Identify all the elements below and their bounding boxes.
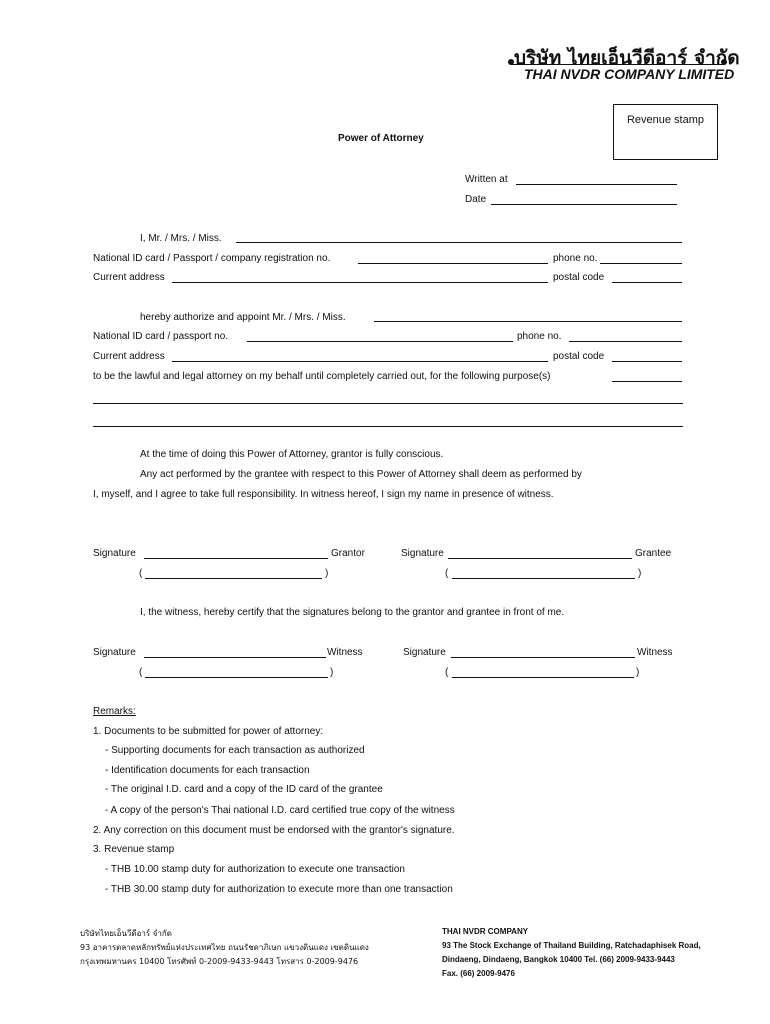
grantee-phone-field[interactable] [569, 341, 682, 342]
grantor-name-open-paren: ( [139, 568, 143, 579]
grantee-name-close-paren: ) [638, 568, 642, 579]
remark-item: 2. Any correction on this document must be endorsed with the grantor's signature. [93, 825, 455, 836]
witness1-signature-label: Signature [93, 647, 136, 658]
remark-item: - Supporting documents for each transaction as authorized [105, 745, 365, 756]
grantor-phone-field[interactable] [600, 263, 682, 264]
witness1-printed-name-field[interactable] [145, 677, 328, 678]
footer-en-fax: Fax. (66) 2009-9476 [442, 969, 515, 978]
grantor-phone-label: phone no. [553, 253, 598, 264]
grantor-postal-label: postal code [553, 272, 605, 283]
grantee-phone-label: phone no. [517, 331, 562, 342]
witness2-signature-label: Signature [403, 647, 446, 658]
remarks-heading: Remarks: [93, 706, 136, 717]
witness2-name-open-paren: ( [445, 667, 449, 678]
grantor-printed-name-field[interactable] [145, 578, 322, 579]
witness1-name-open-paren: ( [139, 667, 143, 678]
grantor-name-close-paren: ) [325, 568, 329, 579]
witness2-printed-name-field[interactable] [452, 677, 634, 678]
footer-en-address: 93 The Stock Exchange of Thailand Building, Ratchadaphisek Road, [442, 941, 701, 950]
grantee-postal-field[interactable] [612, 361, 682, 362]
company-name-thai: บริษัท ไทยเอ็นวีดีอาร์ จำกัด [514, 47, 740, 69]
grantee-signature-field[interactable] [448, 558, 632, 559]
grantee-label: Grantee [635, 548, 672, 559]
written-at-field[interactable] [516, 184, 677, 185]
grantee-address-label: Current address [93, 351, 165, 362]
grantor-address-label: Current address [93, 272, 165, 283]
grantor-address-field[interactable] [172, 282, 548, 283]
grantee-postal-label: postal code [553, 351, 605, 362]
grantee-name-open-paren: ( [445, 568, 449, 579]
remark-item: - The original I.D. card and a copy of the ID card of the grantee [105, 784, 383, 795]
witness2-name-close-paren: ) [636, 667, 640, 678]
grantor-id-field[interactable] [358, 263, 548, 264]
grantee-id-label: National ID card / passport no. [93, 331, 229, 342]
witness1-signature-field[interactable] [144, 657, 326, 658]
grantee-printed-name-field[interactable] [452, 578, 635, 579]
grantor-name-label: I, Mr. / Mrs. / Miss. [140, 233, 222, 244]
page-title: Power of Attorney [338, 133, 424, 144]
purpose-field-3[interactable] [93, 426, 683, 427]
responsibility-statement-line2: I, myself, and I agree to take full responsibility. In witness hereof, I sign my name in presence of witness. [93, 489, 554, 500]
remark-item: - THB 30.00 stamp duty for authorization to execute more than one transaction [105, 884, 453, 895]
witness-statement: I, the witness, hereby certify that the signatures belong to the grantor and grantee in front of me. [140, 607, 565, 618]
footer-thai-company: บริษัทไทยเอ็นวีดีอาร์ จำกัด [80, 929, 172, 938]
date-field[interactable] [491, 204, 677, 205]
remark-item: - THB 10.00 stamp duty for authorization to execute one transaction [105, 864, 405, 875]
grantee-name-field[interactable] [374, 321, 682, 322]
grantor-id-label: National ID card / Passport / company registration no. [93, 253, 331, 264]
footer-thai-contact: กรุงเทพมหานคร 10400 โทรศัพท์ 0-2009-9433-9443 โทรสาร 0-2009-9476 [80, 957, 359, 966]
grantee-signature-label: Signature [401, 548, 444, 559]
logo-underline [511, 64, 724, 65]
purpose-field-1[interactable] [612, 381, 682, 382]
witness1-label: Witness [327, 647, 363, 658]
remark-item: - A copy of the person's Thai national I.D. card certified true copy of the witness [105, 805, 455, 816]
purpose-label: to be the lawful and legal attorney on my behalf until completely carried out, for the following purpose(s) [93, 371, 551, 382]
grantor-postal-field[interactable] [612, 282, 682, 283]
revenue-stamp-box [613, 104, 718, 160]
witness2-label: Witness [637, 647, 673, 658]
consciousness-statement: At the time of doing this Power of Attorney, grantor is fully conscious. [140, 449, 444, 460]
witness2-signature-field[interactable] [451, 657, 635, 658]
grantor-signature-label: Signature [93, 548, 136, 559]
responsibility-statement-line1: Any act performed by the grantee with respect to this Power of Attorney shall deem as performed by [140, 469, 582, 480]
remark-item: - Identification documents for each transaction [105, 765, 310, 776]
footer-en-company: THAI NVDR COMPANY [442, 927, 529, 936]
company-name-english: THAI NVDR COMPANY LIMITED [524, 66, 735, 82]
grantor-signature-field[interactable] [144, 558, 328, 559]
written-at-label: Written at [465, 174, 508, 185]
remark-item: 3. Revenue stamp [93, 844, 175, 855]
revenue-stamp-label: Revenue stamp [626, 114, 705, 126]
grantee-appoint-label: hereby authorize and appoint Mr. / Mrs. / Miss. [140, 312, 346, 323]
date-label: Date [465, 194, 487, 205]
grantee-id-field[interactable] [247, 341, 513, 342]
purpose-field-2[interactable] [93, 403, 683, 404]
grantee-address-field[interactable] [172, 361, 548, 362]
witness1-name-close-paren: ) [330, 667, 334, 678]
grantor-label: Grantor [331, 548, 365, 559]
footer-en-city: Dindaeng, Dindaeng, Bangkok 10400 Tel. (66) 2009-9433-9443 [442, 955, 675, 964]
footer-thai-address: 93 อาคารตลาดหลักทรัพย์แห่งประเทศไทย ถนนรัชดาภิเษก แขวงดินแดง เขตดินแดง [80, 943, 369, 952]
grantor-name-field[interactable] [236, 242, 682, 243]
remark-item: 1. Documents to be submitted for power of attorney: [93, 726, 324, 737]
